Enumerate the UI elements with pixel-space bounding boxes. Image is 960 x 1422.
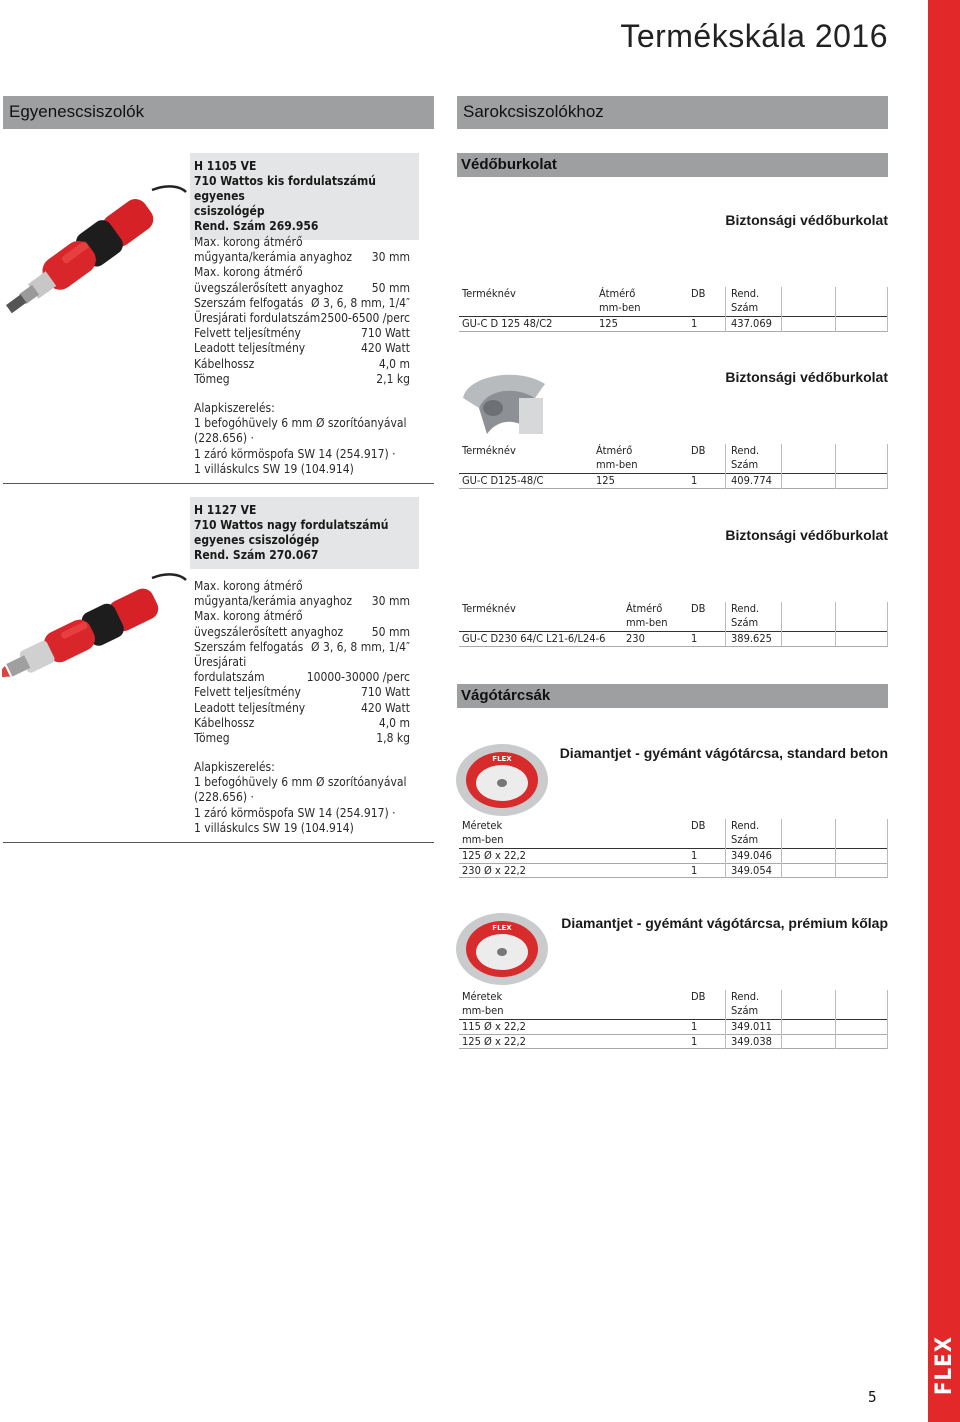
svg-text:FLEX: FLEX [492,755,512,763]
section-header-right: Sarokcsiszolókhoz [457,96,888,129]
spec-row: Szerszám felfogatás Ø 3, 6, 8 mm, 1/4″ [194,295,410,310]
subsection-discs: Vágótárcsák [457,684,888,708]
spec-row: Tömeg 1,8 kg [194,731,410,746]
table-row: 230 Ø x 22,2 1 349.054 [459,864,888,879]
safety-guard-image [457,368,552,440]
table-header: Terméknév Átmérő mm-ben DB Rend. Szám [459,287,888,317]
table-row: GU-C D 125 48/C2 125 1 437.069 [459,317,888,332]
product-order-number: Rend. Szám 269.956 [194,219,319,233]
guard-title-3: Biztonsági védőburkolat [725,527,888,543]
disc-table-1 [459,819,888,878]
guard-table-2 [459,444,888,489]
product-header-h1127 [190,497,419,569]
spec-row: Max. korong átmérő [194,235,303,249]
page-title: Termékskála 2016 [620,18,888,54]
flex-logo: FLEX [931,1335,957,1395]
diamond-disc-premium-image [455,912,550,987]
brand-side-bar [928,0,960,1422]
product-header-h1105 [190,153,419,240]
guard-title-1: Biztonsági védőburkolat [725,212,888,228]
spec-list-h1105 [194,235,410,387]
spec-row: üvegszálerősített anyaghoz 50 mm [194,624,410,639]
spec-row: Max. korong átmérő [194,265,303,280]
spec-row: Tömeg 2,1 kg [194,371,410,386]
spec-row: Leadott teljesítmény 420 Watt [194,700,410,715]
product-description: 710 Wattos kis fordulatszámú egyenes [194,174,376,203]
guard-title-2: Biztonsági védőburkolat [725,369,888,385]
product-order-number: Rend. Szám 270.067 [194,548,319,562]
spec-row: Üresjárati fordulatszám 2500-6500 /perc [194,311,410,326]
spec-row: Felvett teljesítmény 710 Watt [194,685,410,700]
divider [3,483,434,484]
disc-title-2: Diamantjet - gyémánt vágótárcsa, prémium kőlap [561,915,888,931]
spec-row: Leadott teljesítmény 420 Watt [194,341,410,356]
spec-row: Üresjárati [194,655,247,670]
table-header: Terméknév Átmérő mm-ben DB Rend. Szám [459,602,888,632]
die-grinder-h1127-image [2,560,187,700]
table-header: Terméknév Átmérő mm-ben DB Rend. Szám [459,444,888,474]
spec-row: üvegszálerősített anyaghoz 50 mm [194,280,410,295]
divider [3,842,434,843]
diamond-disc-standard-image [455,743,550,818]
accessories-h1105: Alapkiszerelés: 1 befogóhüvely 6 mm Ø szorítóanyával (228.656) · 1 záró körmöspofa SW 14 (254.917) · 1 villáskulcs SW 19 (104.914) [194,401,407,476]
table-row: 125 Ø x 22,2 1 349.038 [459,1035,888,1050]
disc-title-1: Diamantjet - gyémánt vágótárcsa, standard beton [559,745,888,761]
subsection-guards: Védőburkolat [457,153,888,177]
page-number: 5 [868,1388,877,1406]
guard-table-3 [459,602,888,647]
product-description: egyenes csiszológép [194,533,320,547]
spec-row: fordulatszám 10000-30000 /perc [194,670,410,685]
product-model: H 1105 VE [194,159,257,173]
die-grinder-h1105-image [2,170,187,335]
section-header-left: Egyenescsiszolók [3,96,434,129]
product-description: 710 Wattos nagy fordulatszámú [194,518,389,532]
spec-list-h1127 [194,579,410,746]
spec-row: Max. korong átmérő [194,609,303,624]
spec-row: Kábelhossz 4,0 m [194,715,410,730]
spec-row: Felvett teljesítmény 710 Watt [194,326,410,341]
guard-table-1 [459,287,888,332]
product-model: H 1127 VE [194,503,257,517]
disc-table-2 [459,990,888,1049]
accessories-h1127: Alapkiszerelés: 1 befogóhüvely 6 mm Ø szorítóanyával (228.656) · 1 záró körmöspofa SW 14 (254.917) · 1 villáskulcs SW 19 (104.914) [194,760,407,835]
table-row: 125 Ø x 22,2 1 349.046 [459,849,888,864]
spec-row: Max. korong átmérő [194,579,303,593]
spec-row: Kábelhossz 4,0 m [194,356,410,371]
table-header: Méretek mm-ben DB Rend. Szám [459,990,888,1020]
spec-row: műgyanta/kerámia anyaghoz 30 mm [194,594,410,609]
table-row: GU-C D230 64/C L21-6/L24-6 230 1 389.625 [459,632,888,647]
product-description: csiszológép [194,204,265,218]
table-row: GU-C D125-48/C 125 1 409.774 [459,474,888,489]
table-header: Méretek mm-ben DB Rend. Szám [459,819,888,849]
svg-text:FLEX: FLEX [492,924,512,932]
spec-row: műgyanta/kerámia anyaghoz 30 mm [194,250,410,265]
spec-row: Szerszám felfogatás Ø 3, 6, 8 mm, 1/4″ [194,639,410,654]
table-row: 115 Ø x 22,2 1 349.011 [459,1020,888,1035]
